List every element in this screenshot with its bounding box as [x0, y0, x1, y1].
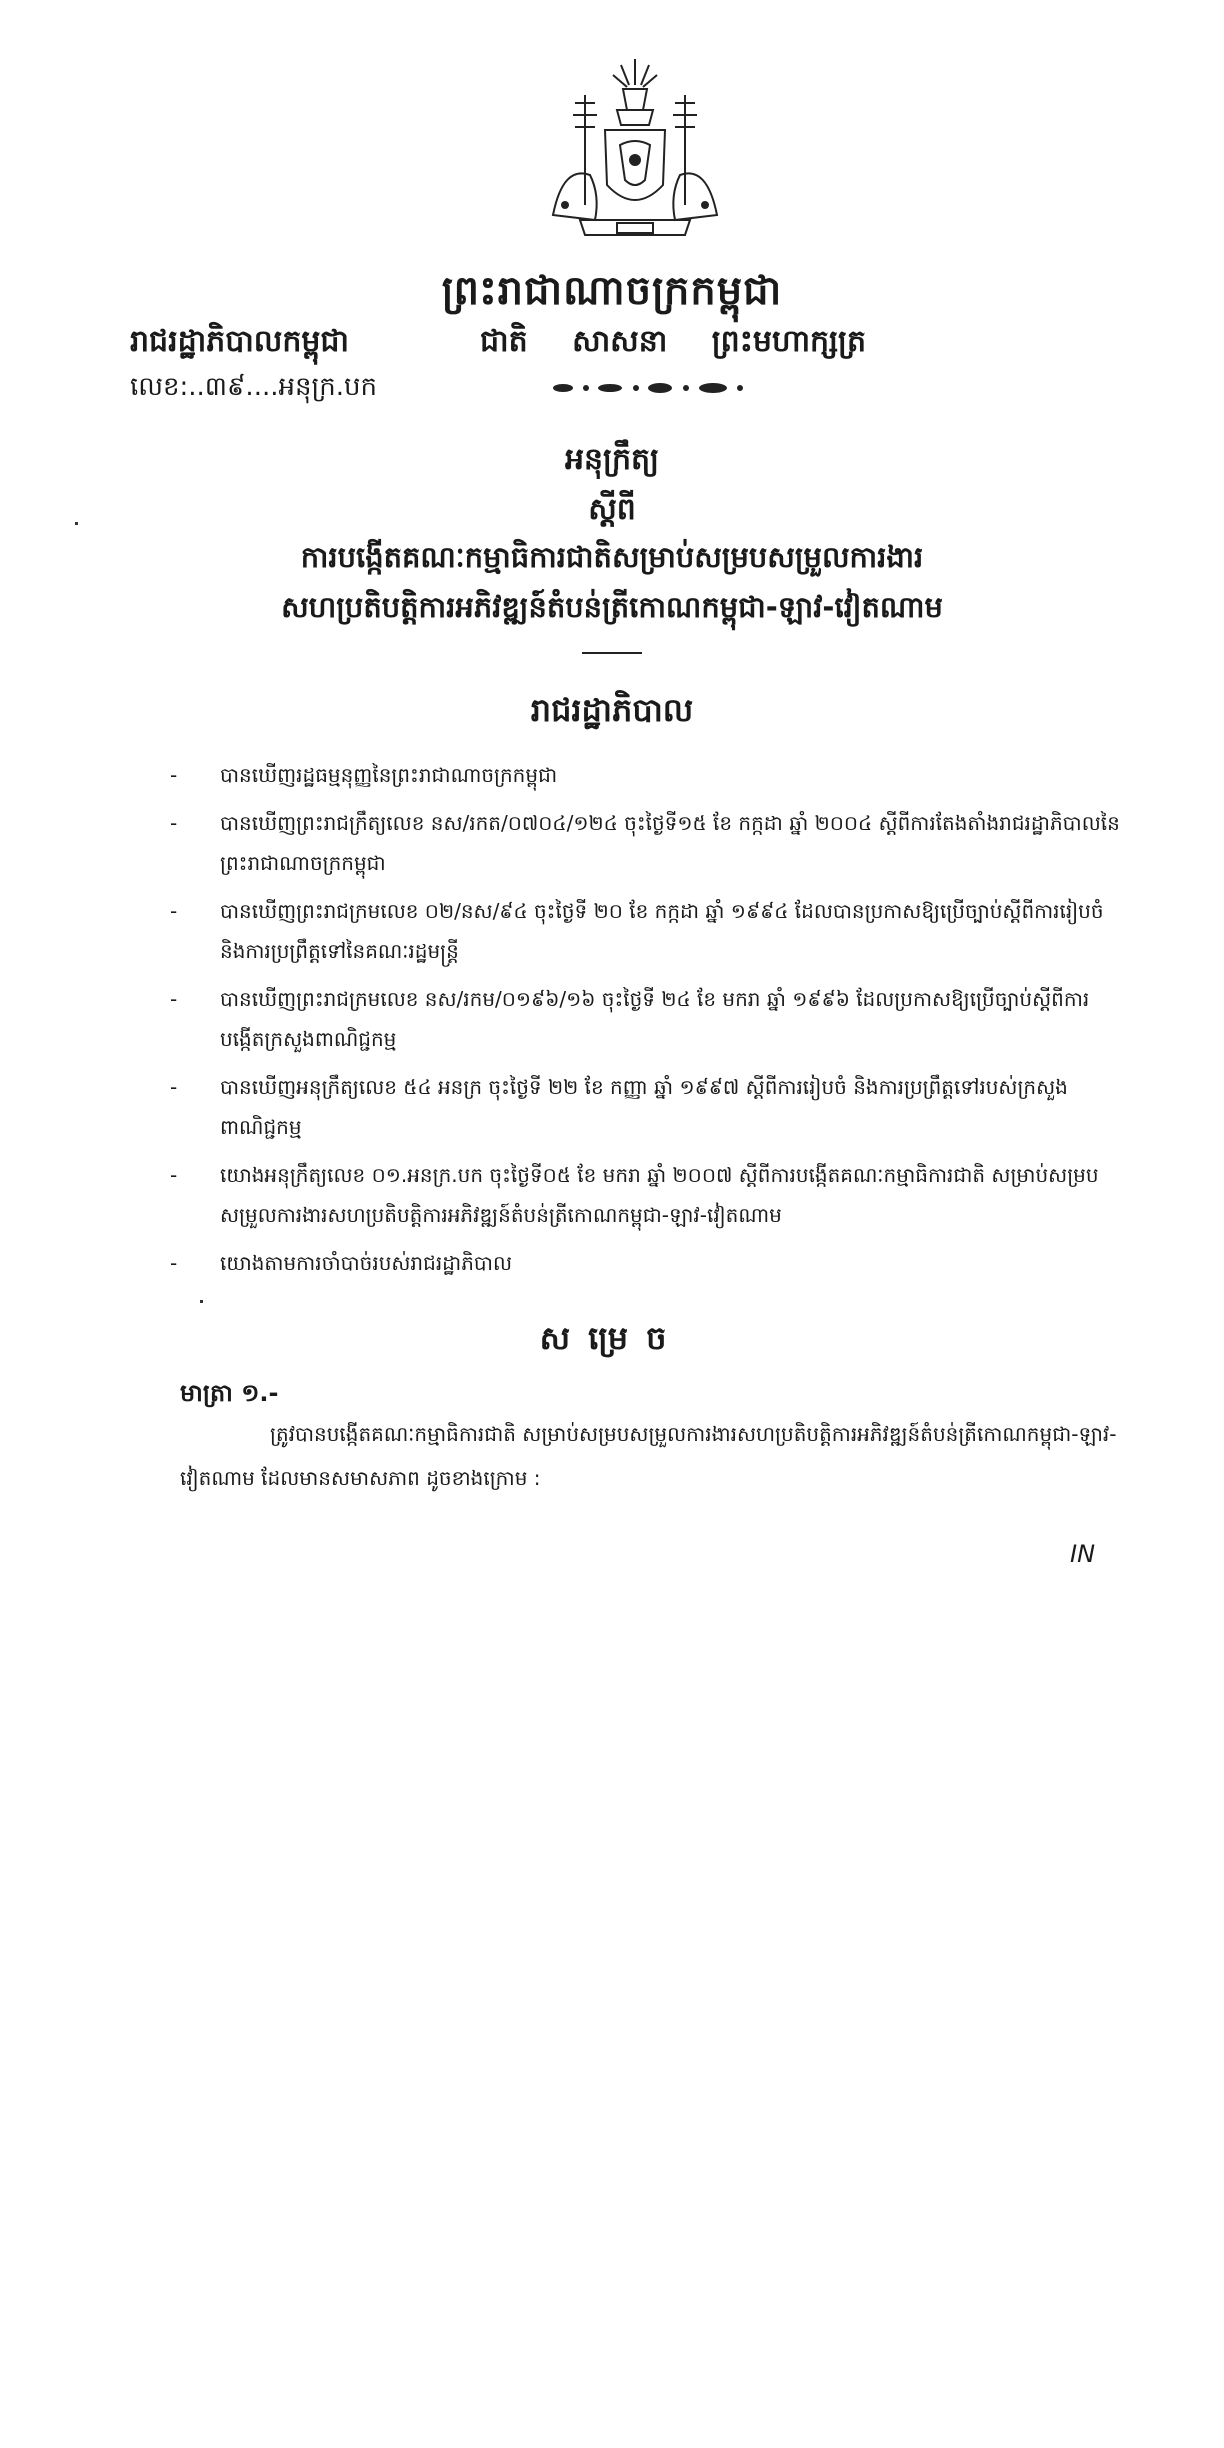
recital-item: - បានឃើញអនុក្រឹត្យលេខ ៥៤ អនក្រ ចុះថ្ងៃទី ២២ ខែ កញ្ញា ឆ្នាំ ១៩៩៧ ស្តីពីការរៀបចំ និងការប្រព្រឹត្តទៅរបស់ក្រសួងពាណិជ្ជកម្ម	[170, 1075, 1068, 1139]
motto-king: ព្រះមហាក្សត្រ	[711, 324, 866, 359]
recitals-list	[170, 755, 1130, 1291]
document-number: លេខ:..៣៩....អនុក្រ.បក	[130, 372, 378, 402]
decision-heading: សម្រេច	[539, 1319, 685, 1357]
document-about: ស្តីពី	[588, 492, 636, 527]
decorative-ornament	[548, 378, 758, 398]
issuer-heading: រាជរដ្ឋាភិបាល	[530, 691, 694, 729]
scan-speck	[200, 1300, 203, 1303]
document-title-line1: ការបង្កើតគណៈកម្មាធិការជាតិសម្រាប់សម្របសម្រួលការងារ	[300, 540, 924, 574]
title-divider	[582, 650, 642, 656]
recital-item: - យោងតាមការចាំបាច់របស់រាជរដ្ឋាភិបាល	[170, 1251, 512, 1275]
government-heading: រាជរដ្ឋាភិបាលកម្ពុជា	[130, 324, 349, 359]
recital-item: - យោងអនុក្រឹត្យលេខ ០១.អនក្រ.បក ចុះថ្ងៃទី០៥ ខែ មករា ឆ្នាំ ២០០៧ ស្តីពីការបង្កើតគណៈកម្មាធិការជាតិ សម្រាប់សម្របសម្រួលការងារសហប្រតិបត្តិការអភិវឌ្ឍន៍តំបន់ត្រីកោណកម្ពុជា-ឡាវ-វៀតណាម	[170, 1163, 1099, 1227]
recital-item: - បានឃើញព្រះរាជក្រមលេខ នស/រកម/០១៩៦/១៦ ចុះថ្ងៃទី ២៤ ខែ មករា ឆ្នាំ ១៩៩៦ ដែលប្រកាសឱ្យប្រើច្បាប់ស្តីពីការបង្កើតក្រសួងពាណិជ្ជកម្ម	[170, 987, 1090, 1051]
recital-item: - បានឃើញព្រះរាជក្រឹត្យលេខ នស/រកត/០៧០៤/១២៤ ចុះថ្ងៃទី១៥ ខែ កក្កដា ឆ្នាំ ២០០៤ ស្តីពីការតែងតាំងរាជរដ្ឋាភិបាលនៃព្រះរាជាណាចក្រកម្ពុជា	[170, 811, 1120, 875]
motto-nation: ជាតិ	[480, 324, 528, 359]
document-title-line2: សហប្រតិបត្តិការអភិវឌ្ឍន៍តំបន់ត្រីកោណកម្ពុជា-ឡាវ-វៀតណាម	[281, 590, 943, 624]
handwritten-initials: IN	[1070, 1540, 1096, 1568]
recital-item: - បានឃើញរដ្ឋធម្មនុញ្ញនៃព្រះរាជាណាចក្រកម្ពុជា	[170, 763, 558, 787]
royal-emblem	[545, 55, 725, 255]
kingdom-heading: ព្រះរាជាណាចក្រកម្ពុជា	[441, 268, 783, 314]
article-label: មាត្រា ១.-	[180, 1379, 279, 1407]
national-motto	[480, 322, 900, 366]
article-text: ត្រូវបានបង្កើតគណៈកម្មាធិការជាតិ សម្រាប់សម្របសម្រួលការងារសហប្រតិបត្តិការអភិវឌ្ឍន៍តំបន់ត្រីកោណកម្ពុជា-ឡាវ- វៀតណាម ដែលមានសមាសភាព ដូចខាងក្រោម :	[180, 1422, 1117, 1490]
recital-item: - បានឃើញព្រះរាជក្រមលេខ ០២/នស/៩៤ ចុះថ្ងៃទី ២០ ខែ កក្កដា ឆ្នាំ ១៩៩៤ ដែលបានប្រកាសឱ្យប្រើច្បាប់ស្តីពីការរៀបចំ និងការប្រព្រឹត្តទៅនៃគណៈរដ្ឋមន្ត្រី	[170, 899, 1104, 963]
document-type: អនុក្រឹត្យ	[564, 442, 660, 477]
motto-religion: សាសនា	[572, 324, 668, 359]
scan-speck	[75, 522, 78, 525]
